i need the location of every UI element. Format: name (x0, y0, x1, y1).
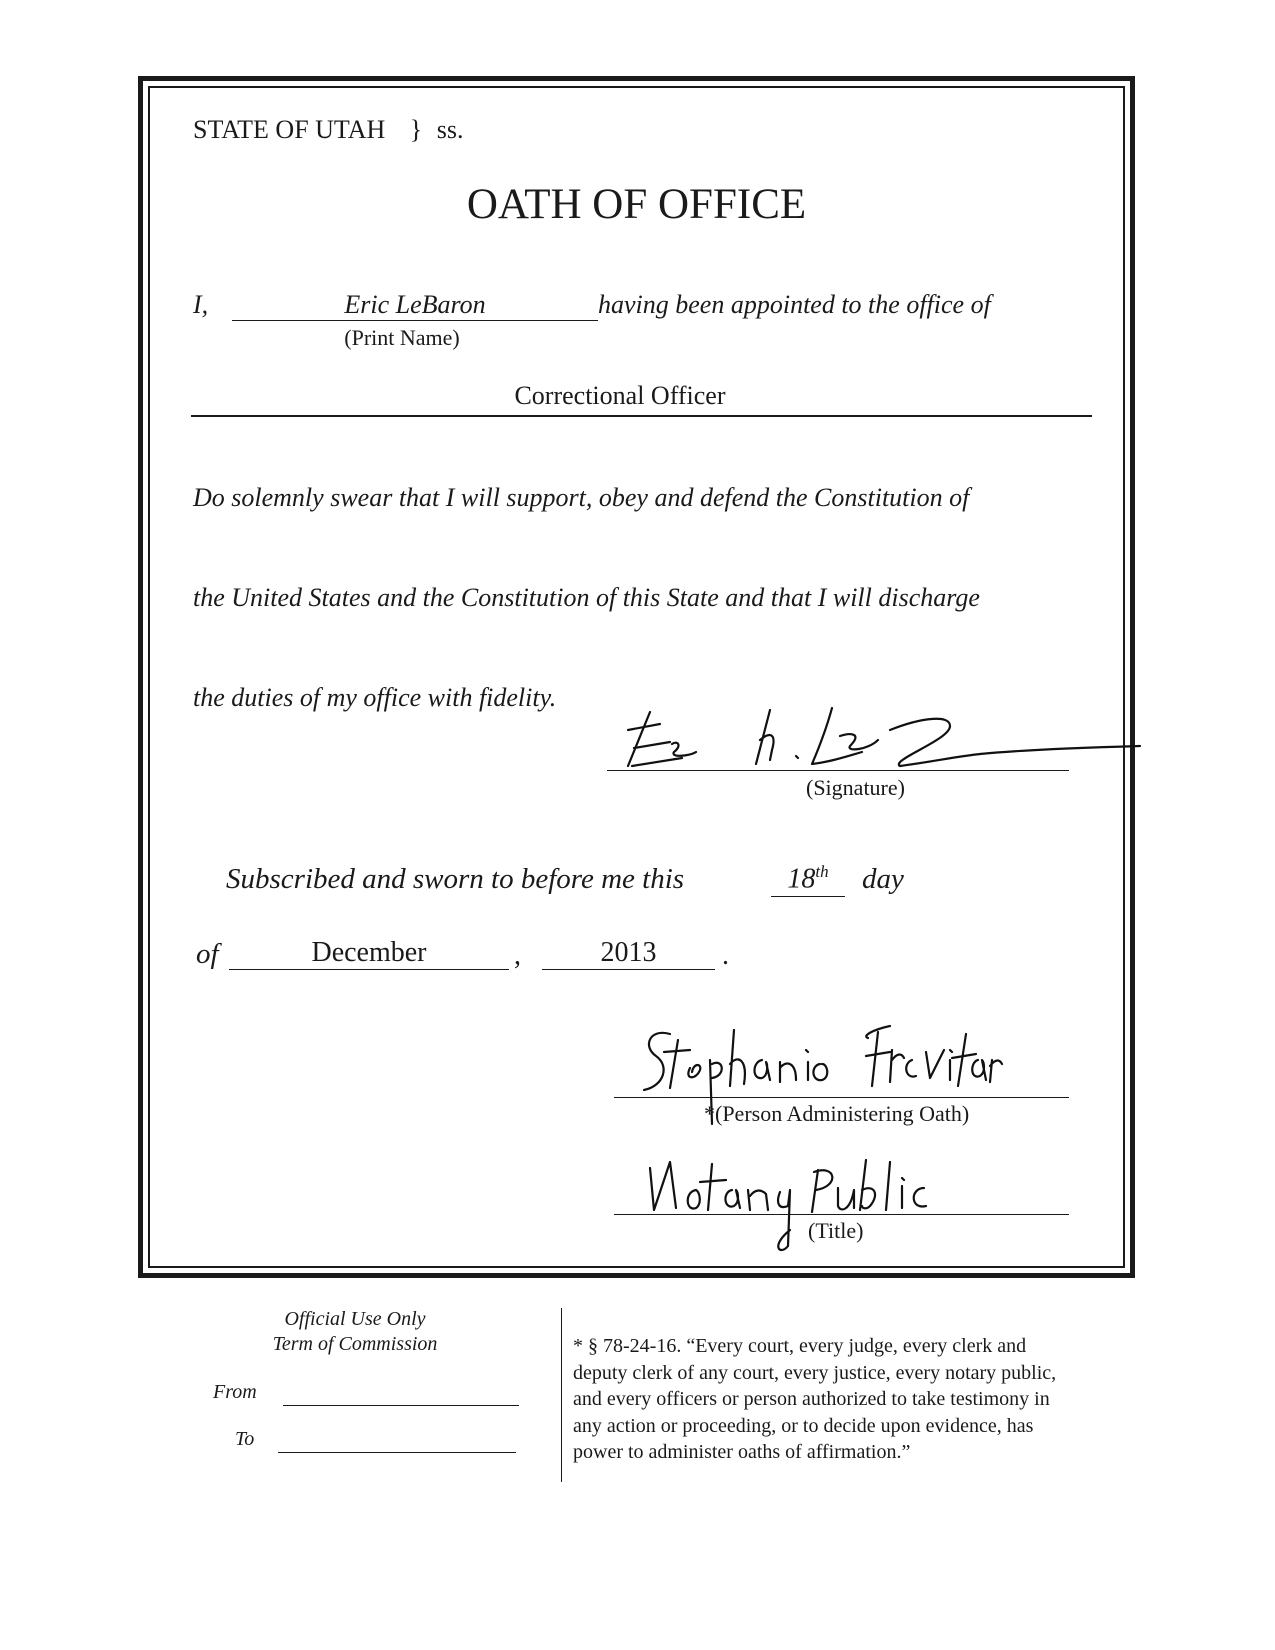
administrator-asterisk: * (704, 1101, 715, 1126)
print-name-line (232, 320, 598, 321)
section-divider (561, 1308, 562, 1482)
signature-line (607, 770, 1069, 771)
official-use-line-2: Term of Commission (272, 1333, 438, 1355)
sworn-day-word: day (862, 863, 904, 895)
sworn-month-line (229, 969, 509, 970)
official-use-line-1: Official Use Only (284, 1308, 426, 1330)
administrator-caption-text: (Person Administering Oath) (715, 1101, 970, 1126)
sworn-of: of (196, 938, 219, 970)
title-caption: (Title) (808, 1218, 864, 1243)
sworn-day-line (771, 896, 845, 897)
term-from-label: From (213, 1381, 257, 1403)
sworn-day-number: 18 (787, 863, 816, 895)
footnote-line-4: any action or proceeding, or to decide upon evidence, has (573, 1414, 1034, 1437)
sworn-day (771, 862, 845, 895)
oath-line-2: the United States and the Constitution of this State and that I will discharge (193, 583, 980, 612)
sworn-year: 2013 (600, 937, 657, 968)
oath-line-1: Do solemnly swear that I will support, obey and defend the Constitution of (193, 483, 970, 512)
footnote (573, 1333, 1056, 1466)
footnote-line-3: and every officers or person authorized to take testimony in (573, 1388, 1050, 1410)
office-value: Correctional Officer (514, 381, 726, 410)
page-title: OATH OF OFFICE (466, 181, 807, 228)
affiant-signature (600, 700, 1140, 780)
print-name-value: Eric LeBaron (344, 290, 486, 319)
appointment-suffix: having been appointed to the office of (598, 290, 991, 319)
office-line (191, 415, 1092, 417)
footnote-line-2: deputy clerk of any court, every justice, every notary public, (573, 1361, 1057, 1384)
signature-caption: (Signature) (806, 775, 905, 800)
title-signature (640, 1150, 930, 1260)
sworn-prefix: Subscribed and sworn to before me this (226, 863, 685, 895)
print-name-caption: (Print Name) (344, 325, 460, 350)
title-line (614, 1214, 1069, 1215)
state-heading (193, 115, 464, 145)
term-to-line (278, 1452, 516, 1453)
footnote-line-1: * § 78-24-16. “Every court, every judge, every clerk and (573, 1335, 1027, 1357)
sworn-year-line (542, 969, 715, 970)
term-from-line (283, 1405, 519, 1406)
state-name: STATE OF UTAH (193, 115, 386, 144)
state-brace: } (409, 115, 423, 144)
sworn-period: . (722, 940, 729, 971)
administrator-line (614, 1097, 1069, 1098)
sworn-comma: , (514, 940, 521, 971)
sworn-day-suffix: th (815, 862, 829, 881)
state-ss: ss. (436, 115, 464, 144)
term-to-label: To (235, 1428, 255, 1450)
oath-line-3: the duties of my office with fidelity. (193, 683, 557, 712)
appointment-prefix: I, (193, 290, 209, 319)
footnote-line-5: power to administer oaths of affirmation.” (573, 1441, 911, 1463)
sworn-month: December (311, 937, 427, 968)
administrator-caption (704, 1101, 969, 1127)
